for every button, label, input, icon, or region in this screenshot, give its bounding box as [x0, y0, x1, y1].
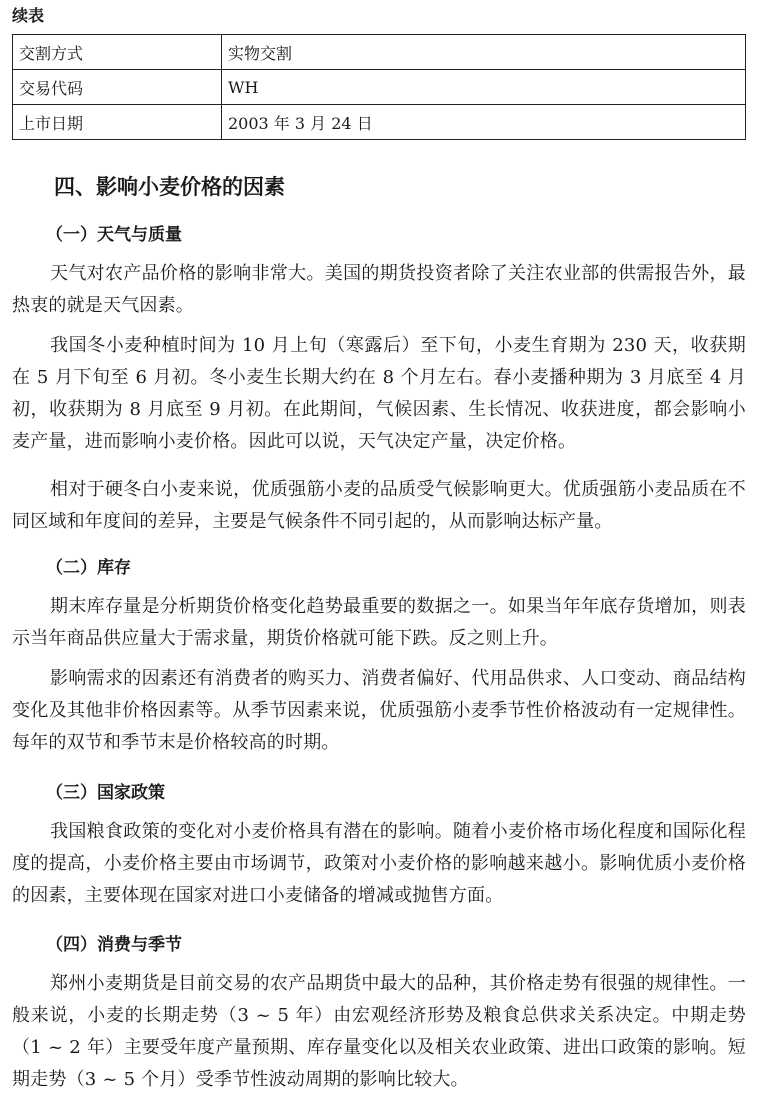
paragraph: 期末库存量是分析期货价格变化趋势最重要的数据之一。如果当年年底存货增加，则表示当年商品供应量大于需求量，期货价格就可能下跌。反之则上升。: [12, 596, 746, 649]
table-row: [13, 35, 746, 70]
section-heading: 四、影响小麦价格的因素: [54, 175, 285, 199]
subsection-heading-policy: （三）国家政策: [46, 783, 165, 803]
subsection-heading-inventory: （二）库存: [46, 558, 131, 578]
paragraph: 天气对农产品价格的影响非常大。美国的期货投资者除了关注农业部的供需报告外，最热衷的就是天气因素。: [12, 263, 746, 316]
continued-table-label: 续表: [12, 6, 45, 25]
table-row: [13, 105, 746, 140]
table-key-cell: 交易代码: [13, 70, 222, 105]
table-value-cell: 2003 年 3 月 24 日: [222, 105, 746, 140]
paragraph: 我国粮食政策的变化对小麦价格具有潜在的影响。随着小麦价格市场化程度和国际化程度的提高，小麦价格主要由市场调节，政策对小麦价格的影响越来越小。影响优质小麦价格的因素，主要体现在国家对进口小麦储备的增减或抛售方面。: [12, 821, 746, 906]
table-key-cell: 上市日期: [13, 105, 222, 140]
subsection-heading-consumption: （四）消费与季节: [46, 935, 182, 955]
paragraph: 郑州小麦期货是目前交易的农产品期货中最大的品种，其价格走势有很强的规律性。一般来说，小麦的长期走势（3 ~ 5 年）由宏观经济形势及粮食总供求关系决定。中期走势（1 ~ 2 年）主要受年度产量预期、库存量变化以及相关农业政策、进出口政策的影响。短期走势（3 ~ 5 个月）受季节性波动周期的影响比较大。: [12, 973, 746, 1090]
paragraph: 相对于硬冬白小麦来说，优质强筋小麦的品质受气候影响更大。优质强筋小麦品质在不同区域和年度间的差异，主要是气候条件不同引起的，从而影响达标产量。: [12, 479, 746, 532]
subsection-heading-weather: （一）天气与质量: [46, 225, 182, 245]
table-row: [13, 70, 746, 105]
table-value-cell: 实物交割: [222, 35, 746, 70]
table-value-cell: WH: [222, 70, 746, 105]
contract-info-table: [12, 34, 746, 140]
paragraph: 我国冬小麦种植时间为 10 月上旬（寒露后）至下旬，小麦生育期为 230 天，收获期在 5 月下旬至 6 月初。冬小麦生长期大约在 8 个月左右。春小麦播种期为 3 月底至 4 月初，收获期为 8 月底至 9 月初。在此期间，气候因素、生长情况、收获进度，都会影响小麦产量，进而影响小麦价格。因此可以说，天气决定产量，决定价格。: [12, 335, 746, 452]
paragraph: 影响需求的因素还有消费者的购买力、消费者偏好、代用品供求、人口变动、商品结构变化及其他非价格因素等。从季节因素来说，优质强筋小麦季节性价格波动有一定规律性。每年的双节和季节末是价格较高的时期。: [12, 668, 746, 753]
table-key-cell: 交割方式: [13, 35, 222, 70]
